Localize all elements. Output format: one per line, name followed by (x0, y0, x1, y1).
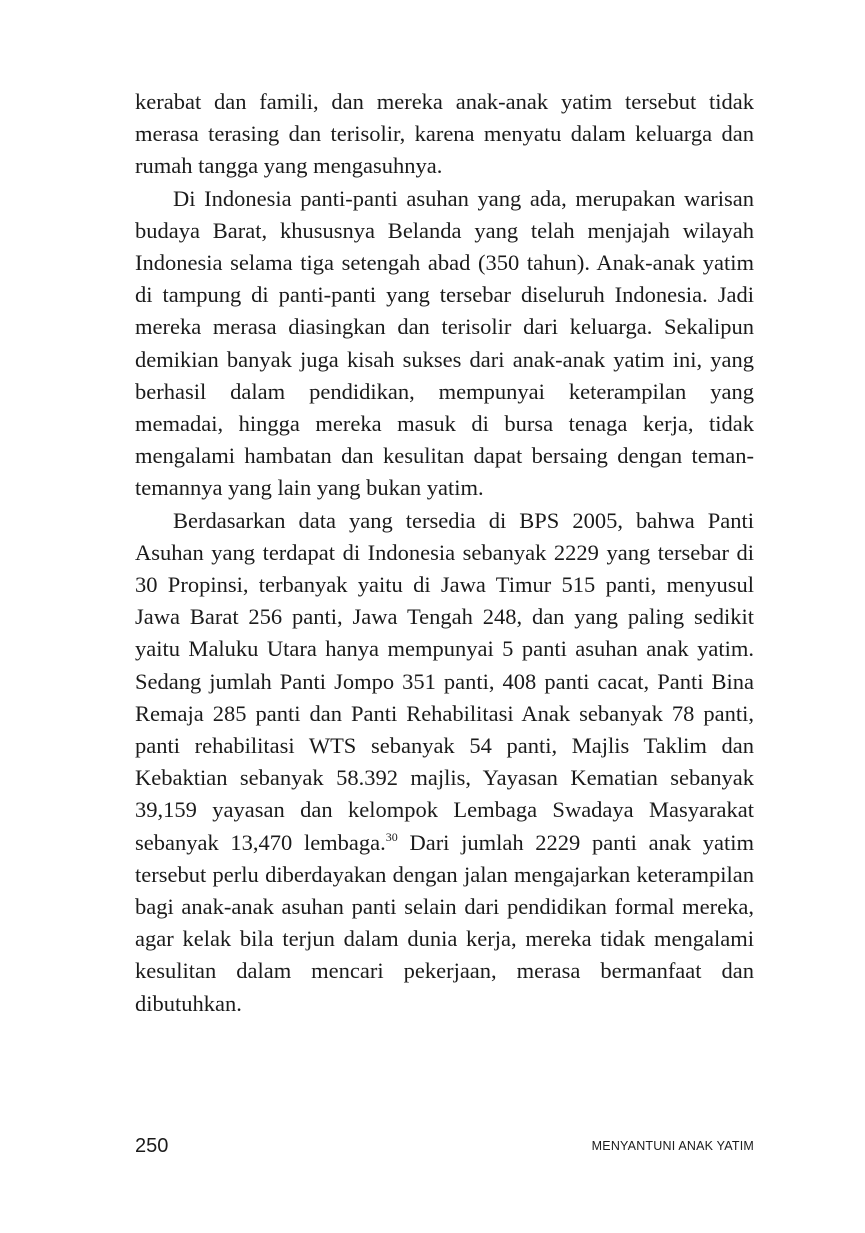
paragraph-bps-statistics (135, 505, 754, 1020)
page-footer (135, 1134, 754, 1158)
footnote-marker: 30 (385, 829, 398, 844)
paragraph-continuation: kerabat dan famili, dan mereka anak-anak yatim tersebut tidak merasa terasing dan terisolir, karena menyatu dalam keluarga dan rumah tangga yang mengasuhnya. (135, 89, 754, 179)
paragraph-indonesia-orphanages: Di Indonesia panti-panti asuhan yang ada, merupakan warisan budaya Barat, khususnya Belanda yang telah menjajah wilayah Indonesia selama tiga setengah abad (350 tahun). Anak-anak yatim di tampung di panti-panti yang tersebar diseluruh Indonesia. Jadi mereka merasa diasingkan dan terisolir dari keluarga. Sekalipun demikian banyak juga kisah sukses dari anak-anak yatim ini, yang berhasil dalam pendidikan, mempunyai keterampilan yang memadai, hingga mereka masuk di bursa tenaga kerja, tidak mengalami hambatan dan kesulitan dapat bersaing dengan teman-temannya yang lain yang bukan yatim. (135, 185, 754, 501)
empowerment-text: Dari jumlah 2229 panti anak yatim tersebut perlu diberdayakan dengan jalan mengajarkan keterampilan bagi anak-anak asuhan panti selain dari pendidikan formal mereka, agar kelak bila terjun dalam dunia kerja, mereka tidak mengalami kesulitan dalam mencari pekerjaan, merasa bermanfaat dan dibutuhkan. (135, 829, 754, 1016)
running-title: MENYANTUNI ANAK YATIM (591, 1139, 754, 1153)
bps-statistics-text: Berdasarkan data yang tersedia di BPS 2005, bahwa Panti Asuhan yang terdapat di Indonesia sebanyak 2229 yang tersebar di 30 Propinsi, terbanyak yaitu di Jawa Timur 515 panti, menyusul Jawa Barat 256 panti, Jawa Tengah 248, dan yang paling sedikit yaitu Maluku Utara hanya mempunyai 5 panti asuhan anak yatim. Sedang jumlah Panti Jompo 351 panti, 408 panti cacat, Panti Bina Remaja 285 panti dan Panti Rehabilitasi Anak sebanyak 78 panti, panti rehabilitasi WTS sebanyak 54 panti, Majlis Taklim dan Kebaktian sebanyak 58.392 majlis, Yayasan Kematian sebanyak 39,159 yayasan dan kelompok Lembaga Swadaya Masyarakat sebanyak 13,470 lembaga. (135, 507, 754, 855)
page-number: 250 (135, 1135, 169, 1157)
body-text (135, 86, 754, 1020)
